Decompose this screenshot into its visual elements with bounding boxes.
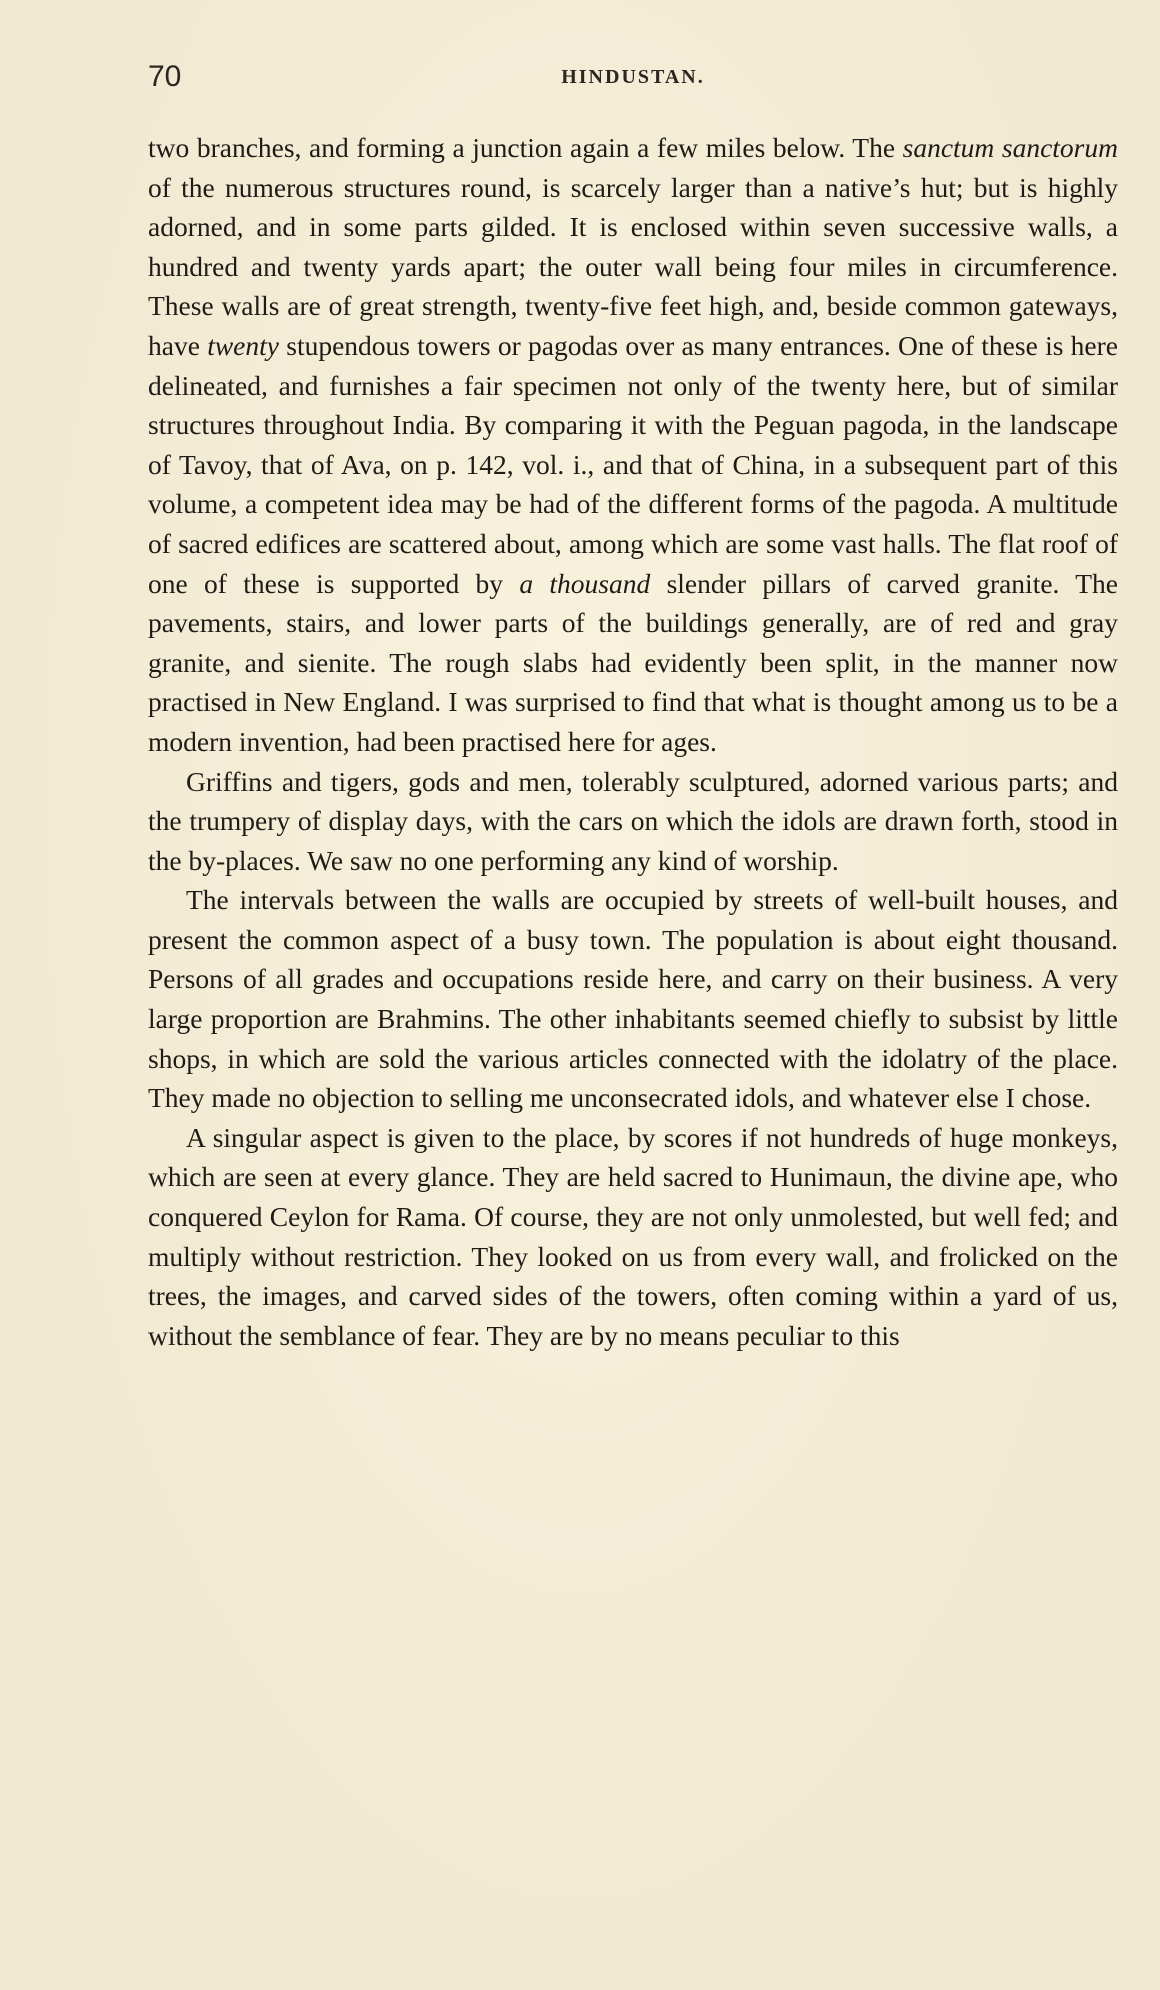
text-run: Griffins and tigers, gods and men, tolerably sculptured, adorned various parts; and the trumpery of display days, with the cars on which the idols are drawn forth, stood in the by-places. We saw no one performing any kind of worship. (148, 765, 1118, 876)
paragraph (148, 762, 1118, 881)
paragraph (148, 1118, 1118, 1356)
italic-text: a thousand (519, 567, 651, 599)
paragraph (148, 880, 1118, 1118)
text-run: The intervals between the walls are occupied by streets of well-built houses, and present the common aspect of a busy town. The population is about eight thousand. Persons of all grades and occupations reside here, and carry on their business. A very large proportion are Brahmins. The other inhabitants seemed chiefly to subsist by little shops, in which are sold the various articles connected with the idolatry of the place. They made no objection to selling me unconsecrated idols, and whatever else I chose. (148, 884, 1118, 1114)
italic-text: sanctum sanctorum (902, 132, 1118, 163)
running-head: HINDUSTAN. (561, 66, 705, 88)
text-run: A singular aspect is given to the place, by scores if not hundreds of huge monkeys, which are seen at every glance. They are held sacred to Hunimaun, the divine ape, who conquered Ceylon for Rama. Of course, they are not only unmolested, but well fed; and multiply without restriction. They looked on us from every wall, and frolicked on the trees, the images, and carved sides of the towers, often coming within a yard of us, without the semblance of fear. They are by no means peculiar to this (148, 1121, 1118, 1351)
text-run: stupendous towers or pagodas over as many entrances. One of these is here delineated, and furnishes a fair specimen not only of the twenty here, but of similar structures throughout India. By comparing it with the Peguan pagoda, in the landscape of Tavoy, that of Ava, on p. 142, vol. i., and that of China, in a subsequent part of this volume, a competent idea may be had of the different forms of the pagoda. A multitude of sacred edifices are scattered about, among which are some vast halls. The flat roof of one of these is supported by (148, 329, 1118, 599)
text-run: slender pillars of carved granite. The pavements, stairs, and lower parts of the buildings generally, are of red and gray granite, and sienite. The rough slabs had evidently been split, in the manner now practised in New England. I was surprised to find that what is thought among us to be a modern invention, had been practised here for ages. (148, 567, 1118, 757)
body-text (148, 128, 1118, 1355)
italic-text: twenty (207, 329, 279, 361)
page-number: 70 (148, 60, 182, 93)
page-header (148, 60, 1118, 100)
paragraph (148, 128, 1118, 762)
text-run: of the numerous structures round, is scarcely larger than a native’s hut; but is highly adorned, and in some parts gilded. It is enclosed within seven successive walls, a hundred and twenty yards apart; the outer wall being four miles in circumference. These walls are of great strength, twenty-five feet high, and, beside common gateways, have (148, 171, 1118, 361)
text-run: two branches, and forming a junction again a few miles below. The (148, 132, 903, 163)
